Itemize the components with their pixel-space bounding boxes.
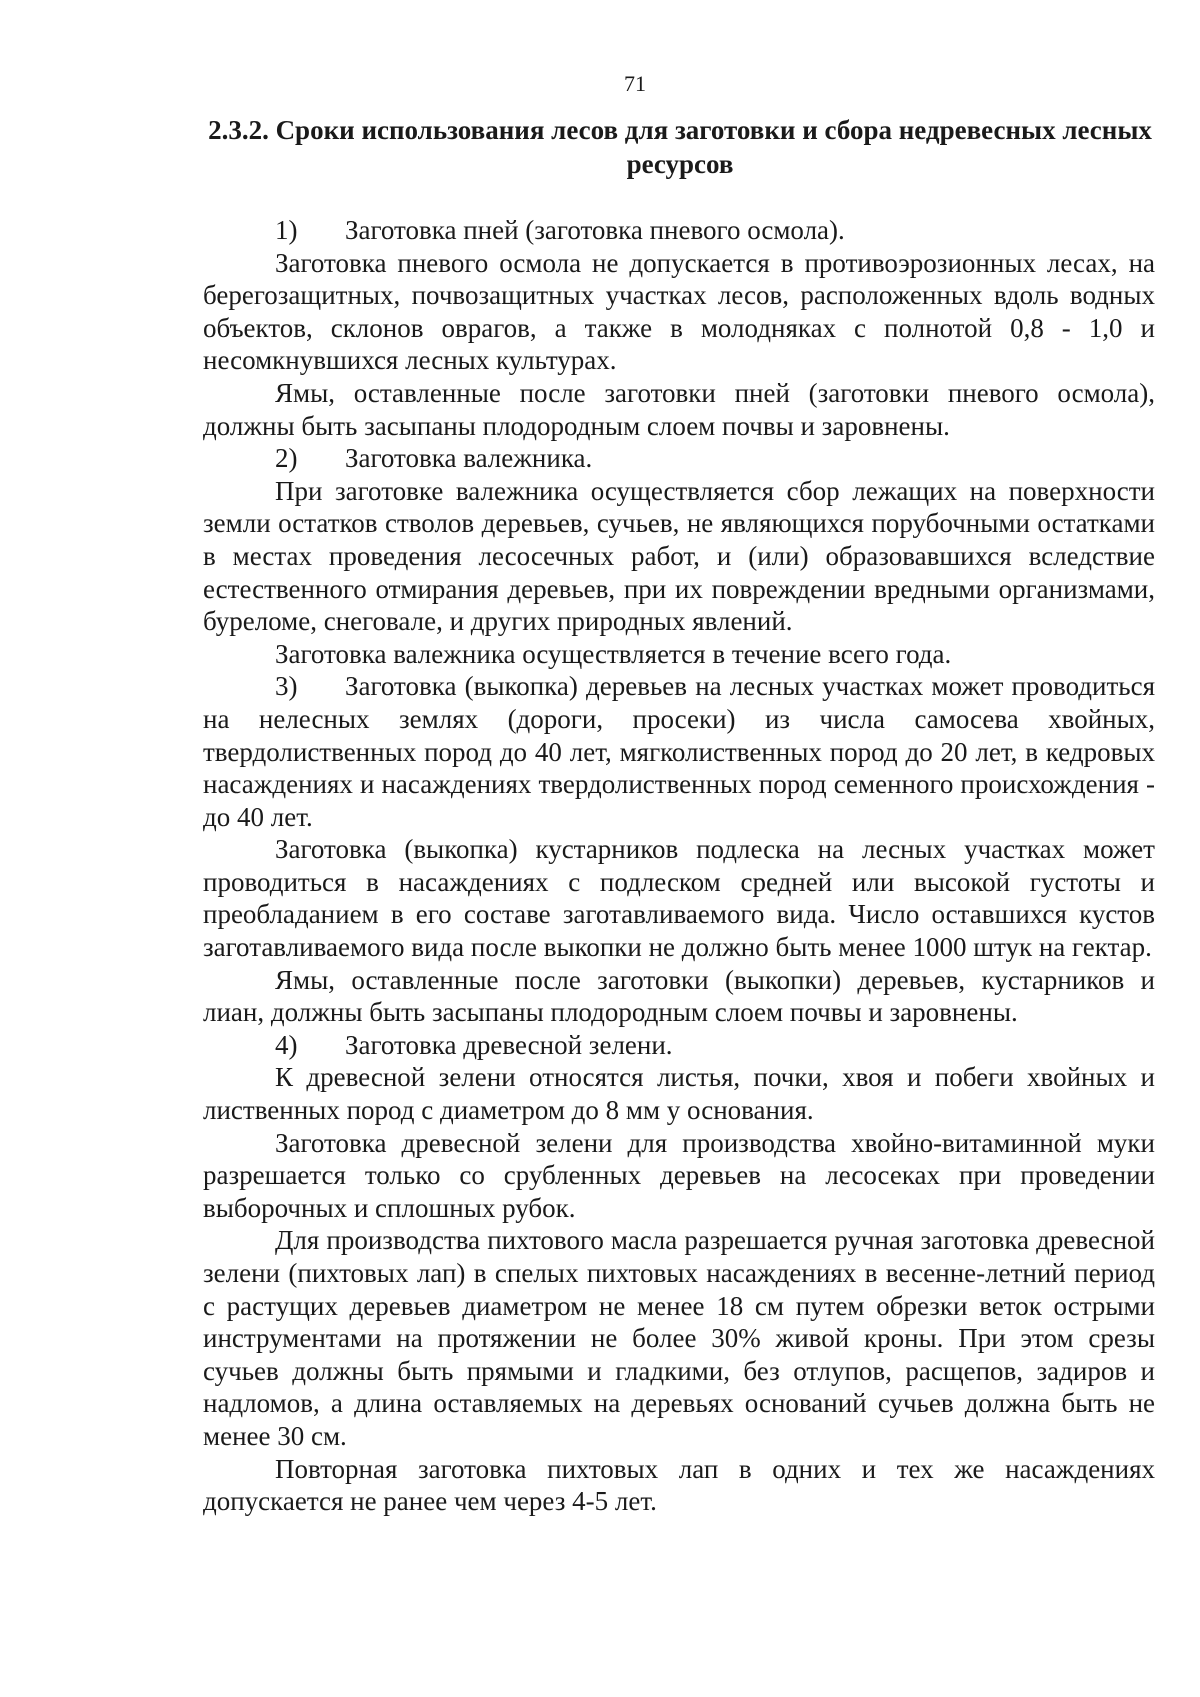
paragraph: Заготовка валежника осуществляется в течение всего года.: [275, 638, 952, 669]
list-item-number: 1): [275, 215, 298, 245]
paragraph: Заготовка пневого осмола не допускается в противоэрозионных лесах, на берегозащитных, почвозащитных участках лесов, расположенных вдоль водных объектов, склонов оврагов, а также в молодняках с полнотой 0,8 - 1,0 и несомкнувшихся лесных культурах.: [203, 247, 1155, 376]
list-item-text: Заготовка древесной зелени.: [345, 1029, 673, 1060]
paragraph: Заготовка древесной зелени для производства хвойно-витаминной муки разрешается только со срубленных деревьев на лесосеках при проведении выборочных и сплошных рубок.: [203, 1127, 1155, 1223]
list-item-1: [203, 214, 1155, 247]
list-item-2: [203, 442, 1155, 475]
list-item-4: [203, 1029, 1155, 1062]
paragraph: Заготовка (выкопка) кустарников подлеска на лесных участках может проводиться в насаждениях с подлеском средней или высокой густоты и преобладанием в его составе заготавливаемого вида. Число оставшихся кустов заготавливаемого вида после выкопки не должно быть менее 1000 штук на гектар.: [203, 834, 1155, 963]
paragraph: Ямы, оставленные после заготовки (выкопки) деревьев, кустарников и лиан, должны быть засыпаны плодородным слоем почвы и заровнены.: [203, 964, 1155, 1028]
list-item-text: Заготовка пней (заготовка пневого осмола).: [345, 215, 845, 245]
list-item-number: 3): [275, 671, 298, 702]
paragraph: Ямы, оставленные после заготовки пней (заготовки пневого осмола), должны быть засыпаны плодородным слоем почвы и заровнены.: [203, 377, 1155, 441]
paragraph: Повторная заготовка пихтовых лап в одних и тех же насаждениях допускается не ранее чем через 4-5 лет.: [203, 1453, 1155, 1517]
list-item-number: 2): [275, 443, 298, 474]
section-heading: 2.3.2. Сроки использования лесов для заготовки и сбора недревесных лесных ресурсов: [208, 115, 1152, 179]
paragraph: Для производства пихтового масла разрешается ручная заготовка древесной зелени (пихтовых лап) в спелых пихтовых насаждениях в весенне-летний период с растущих деревьев диаметром не менее 18 см путем обрезки веток острыми инструментами на протяжении не более 30% живой кроны. При этом срезы сучьев должны быть прямыми и гладкими, без отлупов, расщепов, задиров и надломов, а длина оставляемых на деревьях оснований сучьев должна быть не менее 30 см.: [203, 1225, 1155, 1451]
paragraph: К древесной зелени относятся листья, почки, хвоя и побеги хвойных и лиственных пород с диаметром до 8 мм у основания.: [203, 1062, 1155, 1126]
list-item-text: Заготовка (выкопка) деревьев на лесных участках может проводиться на нелесных землях (дороги, просеки) из числа самосева хвойных, твердолиственных пород до 40 лет, мягколиственных пород до 20 лет, в кедровых насаждениях и насаждениях твердолиственных пород семенного происхождения - до 40 лет.: [203, 671, 1155, 832]
paragraph: При заготовке валежника осуществляется сбор лежащих на поверхности земли остатков стволов деревьев, сучьев, не являющихся порубочными остатками в местах проведения лесосечных работ, и (или) образовавшихся вследствие естественного отмирания деревьев, при их повреждении вредными организмами, буреломе, снеговале, и других природных явлений.: [203, 475, 1155, 637]
list-item-number: 4): [275, 1029, 298, 1060]
list-item-3: [203, 670, 1155, 833]
page-number: 71: [624, 71, 646, 96]
list-item-text: Заготовка валежника.: [345, 443, 593, 474]
body-text: [203, 214, 1155, 1518]
